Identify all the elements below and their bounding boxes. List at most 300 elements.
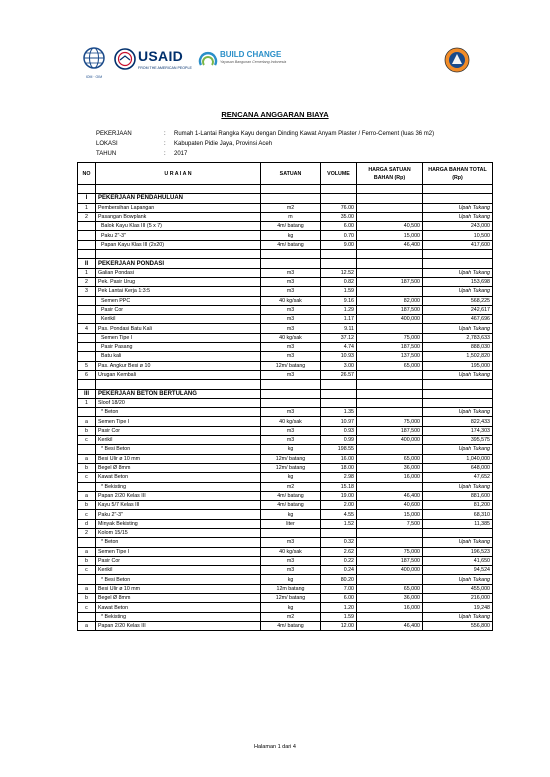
table-row	[78, 436, 493, 445]
cell-harga-satuan: 400,000	[357, 436, 423, 445]
cell-harga-satuan	[357, 268, 423, 277]
cell-volume: 1.59	[321, 287, 357, 296]
cell-uraian: Besi Ulir ø 10 mm	[96, 584, 261, 593]
info-colon: :	[164, 151, 166, 157]
iom-logo	[80, 46, 108, 80]
table-row	[78, 315, 493, 324]
cell-volume: 19.00	[321, 491, 357, 500]
cell-no: b	[78, 426, 96, 435]
info-row-tahun	[96, 151, 187, 157]
cell-harga-total: 19,248	[423, 603, 493, 612]
empty-cell	[321, 185, 357, 194]
cell-uraian: Kerikil	[96, 566, 261, 575]
empty-cell	[357, 194, 423, 203]
cell-no: c	[78, 436, 96, 445]
cell-harga-total	[423, 528, 493, 537]
info-key: PEKERJAAN	[96, 131, 132, 137]
empty-cell	[96, 185, 261, 194]
cell-harga-total: Upah Tukang	[423, 445, 493, 454]
table-row	[78, 287, 493, 296]
cell-uraian: Kawat Beton	[96, 603, 261, 612]
table-row	[78, 603, 493, 612]
cell-no: 2	[78, 212, 96, 221]
empty-cell	[321, 250, 357, 259]
table-row	[78, 566, 493, 575]
cell-satuan: liter	[261, 519, 321, 528]
cell-no: c	[78, 510, 96, 519]
cell-uraian: Pek Lantai Kerja 1:3:5	[96, 287, 261, 296]
cell-volume: 1.35	[321, 408, 357, 417]
info-key: TAHUN	[96, 151, 117, 157]
cell-volume: 0.82	[321, 277, 357, 286]
table-row	[78, 612, 493, 621]
cell-satuan	[261, 528, 321, 537]
cell-volume: 3.00	[321, 361, 357, 370]
cell-uraian: Minyak Bekisting	[96, 519, 261, 528]
cell-uraian: Galian Pondasi	[96, 268, 261, 277]
cell-harga-satuan: 75,000	[357, 333, 423, 342]
table-row	[78, 491, 493, 500]
cell-uraian: Pasangan Bowplank	[96, 212, 261, 221]
cell-no	[78, 482, 96, 491]
table-row	[78, 352, 493, 361]
cell-uraian: Semen Tipe I	[96, 547, 261, 556]
cell-harga-satuan: 46,400	[357, 240, 423, 249]
cell-harga-satuan: 36,000	[357, 463, 423, 472]
empty-cell	[96, 380, 261, 389]
cell-harga-total: 417,600	[423, 240, 493, 249]
cell-satuan: m3	[261, 352, 321, 361]
cell-harga-total: 1,040,000	[423, 454, 493, 463]
empty-cell	[357, 185, 423, 194]
table-row	[78, 324, 493, 333]
cell-uraian: * Beton	[96, 408, 261, 417]
info-value: Kabupaten Pidie Jaya, Provinsi Aceh	[174, 141, 273, 147]
table-row	[78, 538, 493, 547]
cell-uraian: Pasir Pasang	[96, 343, 261, 352]
cell-satuan: 12m/ batang	[261, 361, 321, 370]
cell-satuan: 40 kg/sak	[261, 547, 321, 556]
cell-volume: 4.55	[321, 510, 357, 519]
cell-no: a	[78, 491, 96, 500]
cell-harga-satuan: 82,000	[357, 296, 423, 305]
cell-volume: 26.57	[321, 370, 357, 379]
table-row	[78, 343, 493, 352]
cell-harga-total: 153,698	[423, 277, 493, 286]
cell-satuan: m3	[261, 287, 321, 296]
table-row	[78, 333, 493, 342]
table-row	[78, 482, 493, 491]
cell-volume: 0.99	[321, 436, 357, 445]
cell-harga-total: 1,502,820	[423, 352, 493, 361]
cell-harga-satuan	[357, 482, 423, 491]
empty-cell	[357, 250, 423, 259]
cell-satuan: m3	[261, 268, 321, 277]
cell-harga-satuan: 15,000	[357, 510, 423, 519]
table-row	[78, 426, 493, 435]
cell-harga-total: Upah Tukang	[423, 324, 493, 333]
budget-table	[77, 162, 493, 631]
cell-satuan: 4m/ batang	[261, 621, 321, 630]
cell-volume	[321, 528, 357, 537]
table-row	[78, 547, 493, 556]
logo-bar	[0, 44, 550, 84]
info-key: LOKASI	[96, 141, 118, 147]
cell-satuan: m3	[261, 566, 321, 575]
empty-cell	[321, 380, 357, 389]
cell-volume: 16.00	[321, 454, 357, 463]
cell-harga-satuan: 65,000	[357, 584, 423, 593]
empty-cell	[423, 380, 493, 389]
cell-harga-total: 216,000	[423, 594, 493, 603]
cell-no	[78, 222, 96, 231]
table-header-row	[78, 163, 493, 185]
cell-no: 1	[78, 203, 96, 212]
empty-cell	[423, 259, 493, 268]
cell-harga-total: Upah Tukang	[423, 287, 493, 296]
empty-cell	[261, 380, 321, 389]
cell-satuan: m	[261, 212, 321, 221]
cell-harga-total: Upah Tukang	[423, 203, 493, 212]
cell-volume: 9.00	[321, 240, 357, 249]
cell-volume: 15.18	[321, 482, 357, 491]
empty-cell	[423, 185, 493, 194]
cell-harga-total: 881,600	[423, 491, 493, 500]
cell-no: a	[78, 417, 96, 426]
iom-emblem-icon	[80, 46, 108, 70]
cell-harga-satuan: 187,500	[357, 305, 423, 314]
cell-harga-satuan	[357, 324, 423, 333]
buildchange-emblem-icon	[198, 48, 218, 68]
table-row	[78, 454, 493, 463]
table-row	[78, 277, 493, 286]
cell-volume: 35.00	[321, 212, 357, 221]
cell-harga-satuan: 187,500	[357, 343, 423, 352]
buildchange-logo	[198, 46, 308, 80]
table-row	[78, 212, 493, 221]
cell-harga-total: 467,696	[423, 315, 493, 324]
table-row	[78, 594, 493, 603]
cell-volume: 6.00	[321, 594, 357, 603]
cell-volume: 1.52	[321, 519, 357, 528]
cell-satuan: kg	[261, 510, 321, 519]
cell-uraian: Begel Ø 8mm	[96, 463, 261, 472]
table-body	[78, 185, 493, 631]
header-satuan: SATUAN	[261, 163, 321, 185]
cell-satuan: kg	[261, 445, 321, 454]
cell-volume: 0.22	[321, 556, 357, 565]
cell-harga-total: 242,617	[423, 305, 493, 314]
section-title: PEKERJAAN BETON BERTULANG	[96, 389, 261, 398]
cell-satuan: 12m/ batang	[261, 454, 321, 463]
empty-cell	[261, 185, 321, 194]
cell-satuan: 12m batang	[261, 584, 321, 593]
cell-uraian: Pasir Cor	[96, 426, 261, 435]
cell-volume: 7.00	[321, 584, 357, 593]
cell-uraian: Pek. Pasir Urug	[96, 277, 261, 286]
cell-no: 3	[78, 287, 96, 296]
cell-uraian: Semen PPC	[96, 296, 261, 305]
cell-satuan: m2	[261, 203, 321, 212]
cell-volume: 10.93	[321, 352, 357, 361]
cell-satuan: m2	[261, 482, 321, 491]
table-row	[78, 222, 493, 231]
cell-uraian: * Bekisting	[96, 482, 261, 491]
cell-no: c	[78, 603, 96, 612]
cell-volume: 2.62	[321, 547, 357, 556]
cell-harga-total: 174,303	[423, 426, 493, 435]
cell-satuan: kg	[261, 231, 321, 240]
cell-harga-total: 243,000	[423, 222, 493, 231]
table-row	[78, 528, 493, 537]
cell-harga-satuan	[357, 398, 423, 407]
cell-no: a	[78, 547, 96, 556]
cell-harga-total: Upah Tukang	[423, 482, 493, 491]
cell-no: c	[78, 473, 96, 482]
cell-harga-satuan: 400,000	[357, 566, 423, 575]
cell-harga-total: Upah Tukang	[423, 408, 493, 417]
cell-volume: 80.20	[321, 575, 357, 584]
table-row	[78, 473, 493, 482]
cell-harga-satuan: 65,000	[357, 454, 423, 463]
cell-satuan: kg	[261, 575, 321, 584]
cell-uraian: Papan Kayu Klas III (2x20)	[96, 240, 261, 249]
bnpb-emblem-icon	[444, 47, 470, 73]
cell-satuan: m3	[261, 408, 321, 417]
cell-harga-satuan: 400,000	[357, 315, 423, 324]
table-row	[78, 361, 493, 370]
table-row	[78, 417, 493, 426]
cell-uraian: Pas. Angkur Besi ø 10	[96, 361, 261, 370]
cell-harga-satuan: 7,500	[357, 519, 423, 528]
section-row	[78, 259, 493, 268]
cell-volume: 10.97	[321, 417, 357, 426]
usaid-wordmark: USAID	[138, 48, 184, 64]
usaid-seal-icon	[114, 48, 136, 70]
cell-uraian: Semen Tipe I	[96, 333, 261, 342]
table-row	[78, 305, 493, 314]
empty-cell	[357, 380, 423, 389]
cell-uraian: * Besi Beton	[96, 445, 261, 454]
cell-harga-satuan: 40,600	[357, 501, 423, 510]
empty-cell	[423, 250, 493, 259]
empty-cell	[321, 259, 357, 268]
cell-uraian: Urugan Kembali	[96, 370, 261, 379]
table-row	[78, 510, 493, 519]
cell-volume: 76.00	[321, 203, 357, 212]
cell-harga-total: 81,200	[423, 501, 493, 510]
table-row	[78, 203, 493, 212]
table-row	[78, 463, 493, 472]
cell-harga-total: Upah Tukang	[423, 538, 493, 547]
table-row	[78, 575, 493, 584]
cell-uraian: Kayu 5/7 Kelas III	[96, 501, 261, 510]
cell-uraian: Pasir Cor	[96, 556, 261, 565]
cell-volume: 9.11	[321, 324, 357, 333]
cell-volume: 37.12	[321, 333, 357, 342]
cell-volume: 1.17	[321, 315, 357, 324]
cell-no: 5	[78, 361, 96, 370]
cell-harga-total: Upah Tukang	[423, 370, 493, 379]
cell-uraian: Semen Tipe I	[96, 417, 261, 426]
cell-no	[78, 408, 96, 417]
header-harga-bahan: HARGA BAHAN TOTAL (Rp)	[423, 163, 493, 185]
cell-harga-satuan: 46,400	[357, 491, 423, 500]
info-row-lokasi	[96, 141, 272, 147]
cell-harga-satuan: 65,000	[357, 361, 423, 370]
bnpb-logo	[444, 47, 470, 73]
cell-no: 2	[78, 277, 96, 286]
section-number: III	[78, 389, 96, 398]
cell-volume: 12.52	[321, 268, 357, 277]
document-title: RENCANA ANGGARAN BIAYA	[221, 110, 329, 119]
cell-harga-total: 11,385	[423, 519, 493, 528]
cell-no: 4	[78, 324, 96, 333]
cell-harga-total: 2,783,633	[423, 333, 493, 342]
cell-uraian: * Beton	[96, 538, 261, 547]
empty-cell	[423, 389, 493, 398]
cell-no: b	[78, 556, 96, 565]
cell-satuan: 40 kg/sak	[261, 333, 321, 342]
buildchange-caption: Yayasan Bangunan Cemerlang Indonesia	[220, 60, 287, 64]
cell-no: a	[78, 584, 96, 593]
cell-harga-satuan	[357, 575, 423, 584]
cell-harga-satuan: 187,500	[357, 277, 423, 286]
cell-harga-satuan	[357, 445, 423, 454]
table-row	[78, 296, 493, 305]
section-row	[78, 194, 493, 203]
cell-volume: 1.59	[321, 612, 357, 621]
cell-harga-total: 41,650	[423, 556, 493, 565]
cell-harga-satuan: 187,500	[357, 556, 423, 565]
cell-uraian: Balok Kayu Klas III (5 x 7)	[96, 222, 261, 231]
cell-harga-total: 395,575	[423, 436, 493, 445]
spacer-row	[78, 250, 493, 259]
section-row	[78, 389, 493, 398]
cell-harga-total: Upah Tukang	[423, 212, 493, 221]
cell-volume: 1.20	[321, 603, 357, 612]
cell-volume: 0.32	[321, 538, 357, 547]
cell-satuan: m3	[261, 277, 321, 286]
cell-harga-total: Upah Tukang	[423, 268, 493, 277]
usaid-logo	[114, 44, 194, 80]
cell-harga-satuan	[357, 528, 423, 537]
empty-cell	[261, 250, 321, 259]
table-row	[78, 240, 493, 249]
cell-satuan: m3	[261, 343, 321, 352]
empty-cell	[321, 389, 357, 398]
cell-no: 2	[78, 528, 96, 537]
iom-caption: IOM · OIM	[85, 75, 103, 79]
cell-no	[78, 240, 96, 249]
cell-satuan: m3	[261, 315, 321, 324]
cell-satuan: kg	[261, 603, 321, 612]
cell-satuan: 40 kg/sak	[261, 417, 321, 426]
cell-harga-total: 47,652	[423, 473, 493, 482]
cell-volume: 4.74	[321, 343, 357, 352]
cell-no	[78, 445, 96, 454]
cell-volume: 198.55	[321, 445, 357, 454]
cell-harga-satuan	[357, 212, 423, 221]
section-number: II	[78, 259, 96, 268]
cell-uraian: Pas. Pondasi Batu Kali	[96, 324, 261, 333]
cell-volume: 12.00	[321, 621, 357, 630]
cell-uraian: Kolom 15/15	[96, 528, 261, 537]
page-footer: Halaman 1 dari 4	[254, 744, 296, 750]
cell-satuan: 4m/ batang	[261, 240, 321, 249]
cell-harga-total	[423, 398, 493, 407]
cell-satuan: m3	[261, 324, 321, 333]
section-title: PEKERJAAN PONDASI	[96, 259, 261, 268]
header-harga-satuan: HARGA SATUAN BAHAN (Rp)	[357, 163, 423, 185]
cell-harga-total: 822,433	[423, 417, 493, 426]
cell-uraian: Paku 2"-3"	[96, 231, 261, 240]
cell-harga-satuan	[357, 612, 423, 621]
cell-no: 1	[78, 268, 96, 277]
table-row	[78, 584, 493, 593]
cell-uraian: Kerikil	[96, 315, 261, 324]
cell-satuan: m3	[261, 556, 321, 565]
cell-satuan: m3	[261, 436, 321, 445]
table-row	[78, 621, 493, 630]
cell-harga-satuan: 36,000	[357, 594, 423, 603]
empty-cell	[78, 185, 96, 194]
cell-harga-total: 10,500	[423, 231, 493, 240]
cell-no: b	[78, 594, 96, 603]
info-colon: :	[164, 131, 166, 137]
empty-cell	[261, 389, 321, 398]
cell-harga-total: 195,000	[423, 361, 493, 370]
cell-satuan: kg	[261, 473, 321, 482]
cell-uraian: * Bekisting	[96, 612, 261, 621]
empty-cell	[321, 194, 357, 203]
table-row	[78, 408, 493, 417]
cell-no	[78, 352, 96, 361]
cell-uraian: Begel Ø 8mm	[96, 594, 261, 603]
cell-no	[78, 538, 96, 547]
cell-no: 6	[78, 370, 96, 379]
cell-harga-satuan	[357, 370, 423, 379]
cell-volume: 2.00	[321, 501, 357, 510]
cell-harga-total: 556,800	[423, 621, 493, 630]
cell-uraian: Pasir Cor	[96, 305, 261, 314]
cell-harga-satuan: 187,500	[357, 426, 423, 435]
empty-cell	[357, 389, 423, 398]
section-title: PEKERJAAN PENDAHULUAN	[96, 194, 261, 203]
cell-uraian: Kawat Beton	[96, 473, 261, 482]
cell-no	[78, 296, 96, 305]
empty-cell	[261, 259, 321, 268]
info-colon: :	[164, 141, 166, 147]
cell-harga-total: 648,000	[423, 463, 493, 472]
cell-uraian: Papan 2/20 Kelas III	[96, 491, 261, 500]
cell-satuan: m3	[261, 305, 321, 314]
info-row-pekerjaan	[96, 131, 434, 137]
cell-volume: 1.29	[321, 305, 357, 314]
cell-volume: 0.70	[321, 231, 357, 240]
cell-satuan: 4m/ batang	[261, 222, 321, 231]
cell-no: d	[78, 519, 96, 528]
cell-satuan	[261, 398, 321, 407]
cell-satuan: 4m/ batang	[261, 501, 321, 510]
cell-harga-satuan: 15,000	[357, 231, 423, 240]
cell-volume: 0.24	[321, 566, 357, 575]
table-row	[78, 231, 493, 240]
table-row	[78, 268, 493, 277]
info-value: Rumah 1-Lantai Rangka Kayu dengan Dinding Kawat Anyam Plaster / Ferro-Cement (luas 36 m2)	[174, 131, 435, 137]
cell-uraian: Kerikil	[96, 436, 261, 445]
cell-volume	[321, 398, 357, 407]
